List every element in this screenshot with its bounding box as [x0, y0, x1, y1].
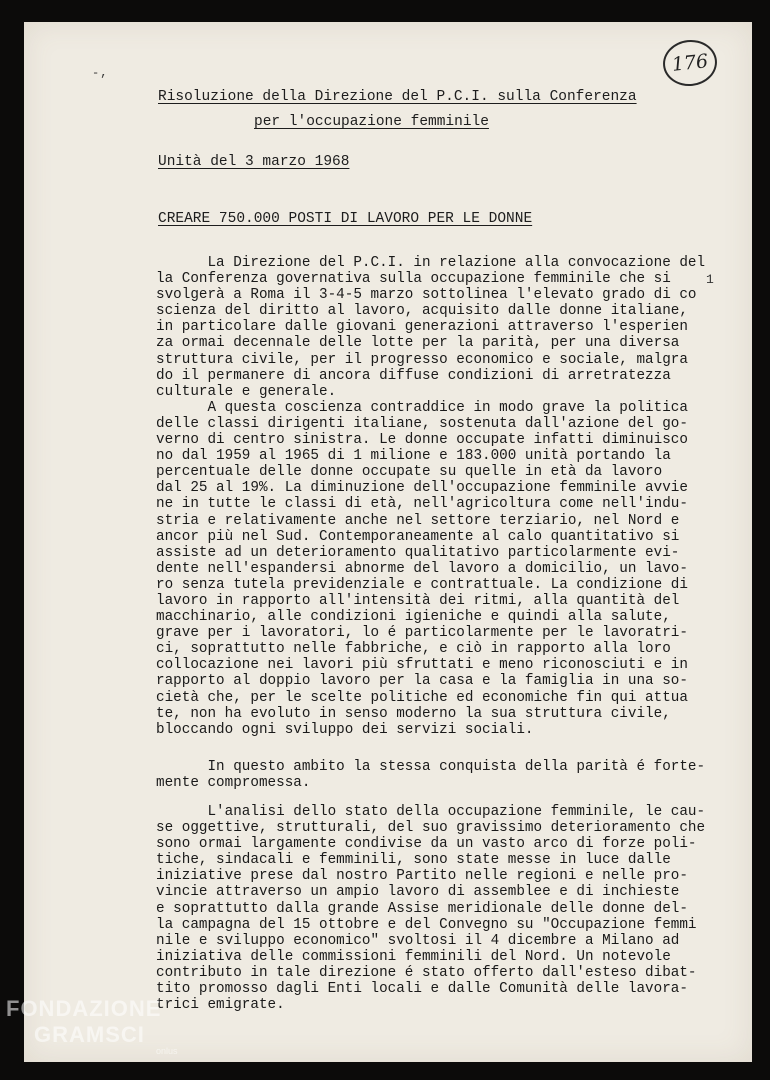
paragraph-2	[156, 759, 716, 791]
title-line-1: Risoluzione della Direzione del P.C.I. sulla Conferenza	[158, 89, 637, 105]
text-line: L'analisi dello stato della occupazione femminile, le cau-	[156, 804, 706, 820]
text-line: collocazione nei lavori più sfruttati e meno riconosciuti e in	[156, 657, 688, 674]
text-line: contributo in tale direzione é stato offerto dall'esteso dibat-	[156, 964, 697, 981]
text-line: tiche, sindacali e femminili, sono state messe in luce dalle	[156, 852, 671, 869]
text-line: scienza del diritto al lavoro, acquisito dalle donne italiane,	[156, 303, 688, 320]
text-line: svolgerà a Roma il 3-4-5 marzo sottolinea l'elevato grado di co	[156, 287, 697, 304]
corner-mark: -,	[92, 66, 109, 80]
text-line: ne in tutte le classi di età, nell'agricoltura come nell'indu-	[156, 496, 688, 513]
text-line: e soprattutto dalla grande Assise meridionale delle donne del-	[156, 900, 688, 917]
text-line: se oggettive, strutturali, del suo gravissimo deterioramento che	[156, 820, 706, 837]
text-line: do il permanere di ancora diffuse condizioni di arretratezza	[156, 367, 671, 384]
text-line: cietà che, per le scelte politiche ed economiche fin qui attua	[156, 689, 688, 706]
text-line: mente compromessa.	[156, 775, 311, 792]
text-line: La Direzione del P.C.I. in relazione alla convocazione del	[156, 255, 706, 271]
text-line: percentuale delle donne occupate su quelle in età da lavoro	[156, 464, 663, 481]
text-line: struttura civile, per il progresso economico e sociale, malgra	[156, 351, 688, 368]
text-line: te, non ha evoluto in senso moderno la sua struttura civile,	[156, 705, 671, 722]
text-line: la campagna del 15 ottobre e del Convegno su "Occupazione femmi	[156, 916, 697, 933]
text-line: sono ormai largamente condivise da un vasto arco di forze poli-	[156, 836, 697, 853]
margin-mark: 1	[706, 272, 714, 287]
text-line: culturale e generale.	[156, 383, 337, 400]
watermark-line-2: GRAMSCI	[34, 1022, 145, 1047]
text-line: ancor più nel Sud. Contemporaneamente al calo quantitativo si	[156, 528, 680, 545]
text-line: nile e sviluppo economico" svoltosi il 4 dicembre a Milano ad	[156, 932, 680, 949]
text-line: A questa coscienza contraddice in modo grave la politica	[156, 399, 688, 416]
text-line: macchinario, alle condizioni igieniche e quindi alla salute,	[156, 609, 671, 626]
text-line: verno di centro sinistra. Le donne occupate infatti diminuisco	[156, 432, 688, 449]
text-line: lavoro in rapporto all'intensità dei ritmi, alla quantità del	[156, 592, 680, 609]
text-line: In questo ambito la stessa conquista della parità é forte-	[156, 759, 706, 775]
text-line: dal 25 al 19%. La diminuzione dell'occupazione femminile avvie	[156, 480, 688, 497]
page-number-stamp: 176	[661, 37, 720, 88]
paragraph-3	[156, 804, 716, 1013]
text-line: tito promosso dagli Enti locali e dalle Comunità delle lavora-	[156, 981, 688, 998]
text-line: la Conferenza governativa sulla occupazione femminile che si	[156, 271, 671, 288]
text-line: stria e relativamente anche nel settore terziario, nel Nord e	[156, 512, 680, 529]
title-line-2: per l'occupazione femminile	[254, 114, 489, 130]
paragraph-1	[156, 255, 716, 738]
text-line: grave per i lavoratori, lo é particolarmente per le lavoratri-	[156, 625, 688, 642]
text-line: ci, soprattutto nelle fabbriche, e ciò in rapporto alla loro	[156, 641, 671, 658]
source-line: Unità del 3 marzo 1968	[158, 154, 350, 170]
text-line: rapporto al doppio lavoro per la casa e la famiglia in una so-	[156, 673, 688, 690]
text-line: trici emigrate.	[156, 997, 285, 1014]
headline: CREARE 750.000 POSTI DI LAVORO PER LE DONNE	[158, 211, 533, 227]
text-line: iniziativa delle commissioni femminili del Nord. Un notevole	[156, 948, 671, 965]
text-line: ro senza tutela previdenziale e contrattuale. La condizione di	[156, 576, 688, 593]
fondazione-gramsci-watermark	[6, 996, 178, 1064]
text-line: bloccando ogni sviluppo dei servizi sociali.	[156, 721, 534, 738]
text-line: delle classi dirigenti italiane, sostenuta dall'azione del go-	[156, 415, 688, 432]
text-line: iniziative prese dal nostro Partito nelle regioni e nelle pro-	[156, 868, 688, 885]
watermark-line-1: FONDAZIONE	[6, 996, 162, 1021]
text-line: no dal 1959 al 1965 di 1 milione e 183.000 unità portando la	[156, 448, 671, 465]
text-line: in particolare dalle giovani generazioni attraverso l'esperien	[156, 319, 688, 336]
text-line: assiste ad un deterioramento qualitativo particolarmente evi-	[156, 544, 680, 561]
watermark-sub: onlus	[156, 1046, 178, 1056]
text-line: dente nell'espandersi abnorme del lavoro a domicilio, un lavo-	[156, 560, 688, 577]
text-line: vincie attraverso un ampio lavoro di assemblee e di inchieste	[156, 884, 680, 901]
text-line: za ormai decennale delle lotte per la parità, per una diversa	[156, 335, 680, 352]
